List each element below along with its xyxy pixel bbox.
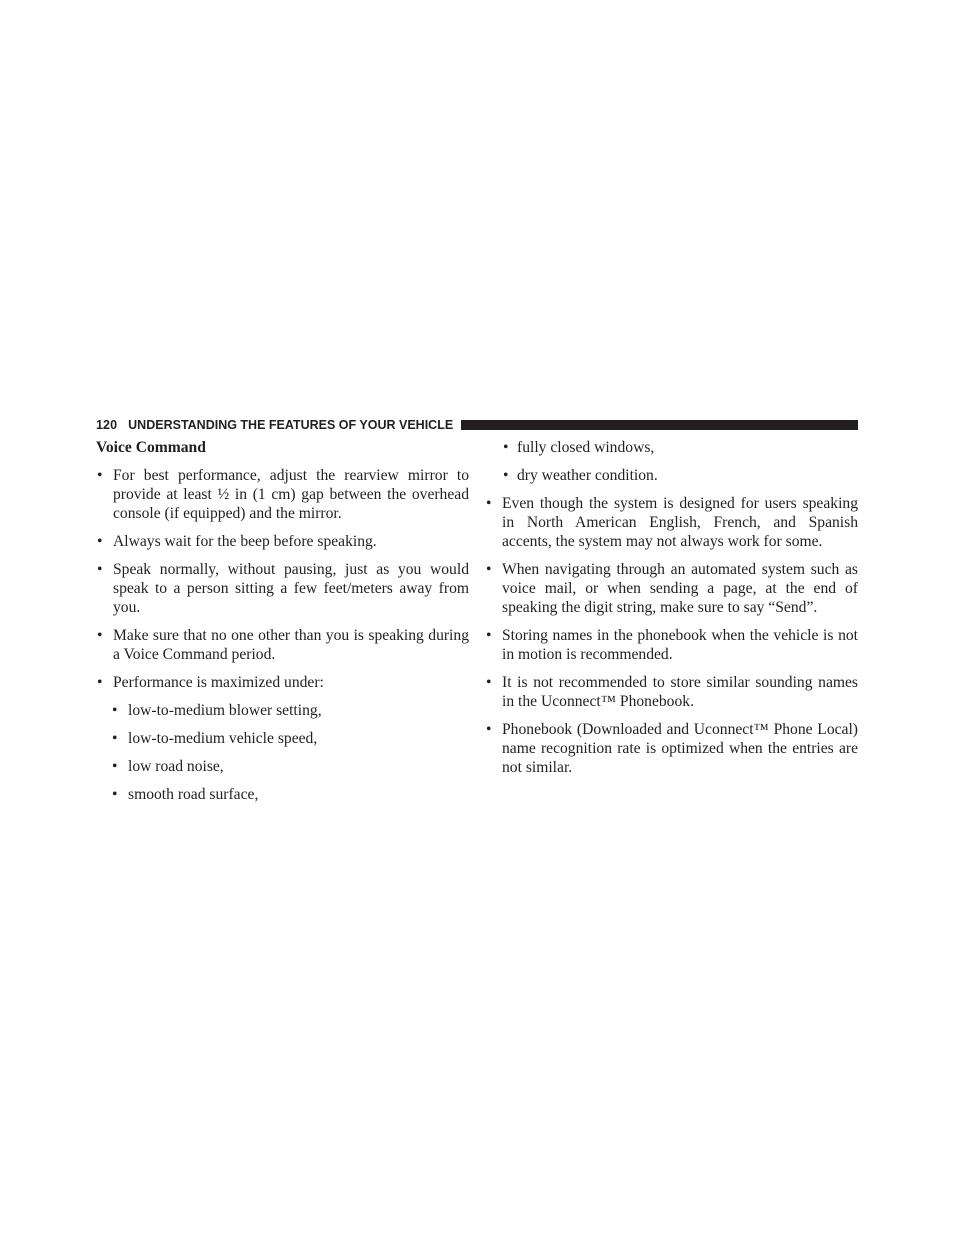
list-item: • It is not recommended to store similar sounding names in the Uconnect™ Phonebook. (485, 673, 858, 711)
sub-list-item: • low road noise, (96, 757, 469, 776)
sub-list-item: • low-to-medium blower setting, (96, 701, 469, 720)
right-bullet-list (485, 438, 858, 777)
sub-list-item: • low-to-medium vehicle speed, (96, 729, 469, 748)
list-item: • When navigating through an automated system such as voice mail, or when sending a page, at the end of speaking the digit string, make sure to say “Send”. (485, 560, 858, 617)
section-title: UNDERSTANDING THE FEATURES OF YOUR VEHICLE (128, 418, 454, 432)
right-column (485, 438, 858, 786)
list-item: • Speak normally, without pausing, just as you would speak to a person sitting a few feet/meters away from you. (96, 560, 469, 617)
list-item: • Phonebook (Downloaded and Uconnect™ Phone Local) name recognition rate is optimized when the entries are not similar. (485, 720, 858, 777)
header-rule-bar (461, 420, 858, 430)
page-number: 120 (96, 418, 118, 432)
left-bullet-list (96, 466, 469, 804)
list-item: • Always wait for the beep before speaking. (96, 532, 469, 551)
list-item: • Even though the system is designed for users speaking in North American English, French, and Spanish accents, the system may not always work for some. (485, 494, 858, 551)
sub-list-item: • fully closed windows, (485, 438, 858, 457)
list-item: • Performance is maximized under: (96, 673, 469, 692)
page-header (96, 417, 858, 433)
list-item: • For best performance, adjust the rearview mirror to provide at least ½ in (1 cm) gap between the overhead console (if equipped) and the mirror. (96, 466, 469, 523)
sub-list-item: • dry weather condition. (485, 466, 858, 485)
sub-list-item: • smooth road surface, (96, 785, 469, 804)
left-column (96, 438, 469, 813)
list-item: • Make sure that no one other than you is speaking during a Voice Command period. (96, 626, 469, 664)
voice-command-heading: Voice Command (96, 439, 206, 456)
list-item: • Storing names in the phonebook when the vehicle is not in motion is recommended. (485, 626, 858, 664)
